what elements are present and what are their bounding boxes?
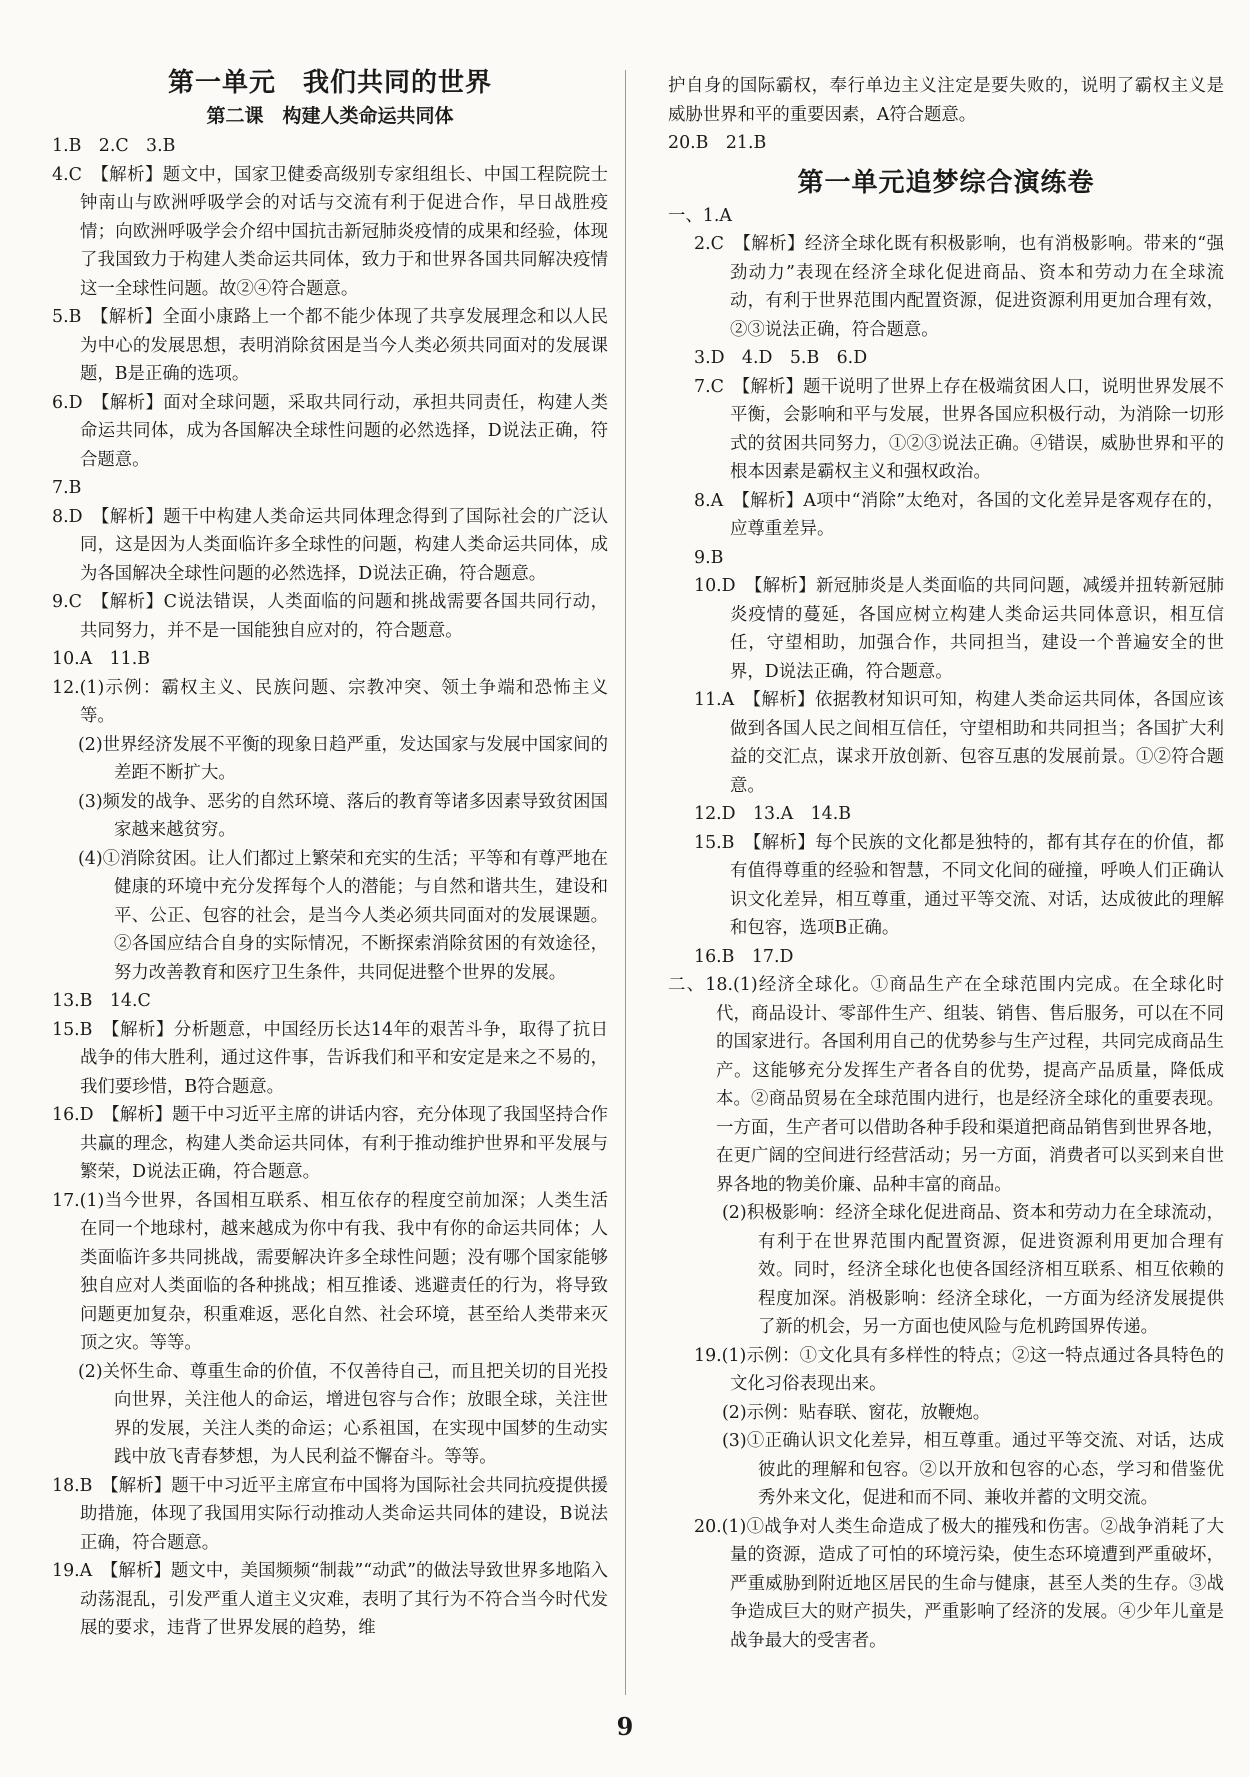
answer-item: 2.C 【解析】经济全球化既有积极影响，也有消极影响。带来的“强劲动力”表现在经济全球化促进商品、资本和劳动力在全球流动，有利于世界范围内配置资源，促进资源利用更加合理有效，②③说法正确，符合题意。 xyxy=(694,234,1224,340)
answer-item: 二、18.(1)经济全球化。①商品生产在全球范围内完成。在全球化时代，商品设计、零部件生产、组装、销售、售后服务，可以在不同的国家进行。各国利用自己的优势参与生产过程，共同完成商品生产。这能够充分发挥生产者各自的优势，提高产品质量，降低成本。②商品贸易在全球范围内进行，也是经济全球化的重要表现。一方面，生产者可以借助各种手段和渠道把商品销售到世界各地，在更广阔的空间进行经营活动；另一方面，消费者可以买到来自世界各地的物美价廉、品种丰富的商品。 xyxy=(668,975,1224,1195)
left-column xyxy=(52,64,608,1643)
answer-item: 18.B 【解析】题干中习近平主席宣布中国将为国际社会共同抗疫提供援助措施，体现了我国用实际行动推动人类命运共同体的建设，B说法正确，符合题意。 xyxy=(52,1475,608,1553)
answer-item: 11.A 【解析】依据教材知识可知，构建人类命运共同体，各国应该做到各国人民之间相互信任，守望相助和共同担当；各国扩大利益的交汇点，谋求开放创新、包容互惠的发展前景。①②符合题意。 xyxy=(694,690,1224,796)
answer-item: 20.B 21.B xyxy=(668,133,767,153)
answer-item: 护自身的国际霸权，奉行单边主义注定是要失败的，说明了霸权主义是威胁世界和平的重要因素，A符合题意。 xyxy=(668,76,1224,125)
answer-item: 17.(1)当今世界，各国相互联系、相互依存的程度空前加深；人类生活在同一个地球村，越来越成为你中有我、我中有你的命运共同体；人类面临许多共同挑战，需要解决许多全球性问题；没有哪个国家能够独自应对人类面临的各种挑战；相互推诿、逃避责任的行为，将导致问题更加复杂，积重难返，恶化自然、社会环境，甚至给人类带来灭顶之灾。等等。 xyxy=(52,1190,608,1353)
answer-item: 16.D 【解析】题干中习近平主席的讲话内容，充分体现了我国坚持合作共赢的理念，构建人类命运共同体，有利于推动维护世界和平发展与繁荣，D说法正确，符合题意。 xyxy=(52,1105,608,1182)
answer-item: (2)世界经济发展不平衡的现象日趋严重，发达国家与发展中国家间的差距不断扩大。 xyxy=(78,734,608,783)
answer-item: (2)关怀生命、尊重生命的价值，不仅善待自己，而且把关切的目光投向世界，关注他人的命运，增进包容与合作；放眼全球，关注世界的发展，关注人类的命运；心系祖国，在实现中国梦的生动实践中放飞青春梦想，为人民利益不懈奋斗。等等。 xyxy=(78,1361,608,1467)
unit-title: 第一单元 我们共同的世界 xyxy=(167,68,492,98)
answer-item: 9.C 【解析】C说法错误，人类面临的问题和挑战需要各国共同行动，共同努力，并不是一国能独自应对的，符合题意。 xyxy=(52,592,608,641)
answer-item: 16.B 17.D xyxy=(694,946,794,967)
right-lead-answers xyxy=(668,72,1224,158)
answer-item: 9.B xyxy=(694,547,724,568)
answer-item: 12.(1)示例：霸权主义、民族问题、宗教冲突、领土争端和恐怖主义等。 xyxy=(52,677,608,726)
answer-item: 8.D 【解析】题干中构建人类命运共同体理念得到了国际社会的广泛认同，这是因为人类面临许多全球性的问题，构建人类命运共同体，成为各国解决全球性问题的必然选择，D说法正确，符合题意。 xyxy=(52,506,608,584)
answer-item: 10.D 【解析】新冠肺炎是人类面临的共同问题，减缓并扭转新冠肺炎疫情的蔓延，各国应树立构建人类命运共同体意识，相互信任，守望相助，加强合作，共同担当，建设一个普遍安全的世界，D说法正确，符合题意。 xyxy=(694,576,1224,682)
answer-item: 8.A 【解析】A项中“消除”太绝对，各国的文化差异是客观存在的，应尊重差异。 xyxy=(694,490,1224,539)
answer-item: (3)①正确认识文化差异，相互尊重。通过平等交流、对话，达成彼此的理解和包容。②以开放和包容的心态，学习和借鉴优秀外来文化，促进和而不同、兼收并蓄的文明交流。 xyxy=(722,1431,1224,1508)
right-column xyxy=(668,72,1224,1655)
answer-item: 19.(1)示例：①文化具有多样性的特点；②这一特点通过各具特色的文化习俗表现出来。 xyxy=(694,1345,1224,1394)
answer-item: 6.D 【解析】面对全球问题，采取共同行动，承担共同责任，构建人类命运共同体，成为各国解决全球性问题的必然选择，D说法正确，符合题意。 xyxy=(52,392,608,470)
right-answer-list xyxy=(668,202,1224,1656)
answer-item: (4)①消除贫困。让人们都过上繁荣和充实的生活；平等和有尊严地在健康的环境中充分发挥每个人的潜能；与自然和谐共生，建设和平、公正、包容的社会，是当今人类必须共同面对的发展课题。②各国应结合自身的实际情况，不断探索消除贫困的有效途径，努力改善教育和医疗卫生条件，共同促进整个世界的发展。 xyxy=(78,848,608,983)
answer-item: 20.(1)①战争对人类生命造成了极大的摧残和伤害。②战争消耗了大量的资源，造成了可怕的环境污染，使生态环境遭到严重破坏，严重威胁到附近地区居民的生命与健康，甚至人类的生存。③战争造成巨大的财产损失，严重影响了经济的发展。④少年儿童是战争最大的受害者。 xyxy=(694,1516,1224,1651)
answer-item: 7.B xyxy=(52,478,82,498)
answer-item: 7.C 【解析】题干说明了世界上存在极端贫困人口，说明世界发展不平衡，会影响和平与发展，世界各国应积极行动，为消除一切形式的贫困共同努力，①②③说法正确。④错误，威胁世界和平的根本因素是霸权主义和强权政治。 xyxy=(694,376,1224,482)
answer-item: 3.D 4.D 5.B 6.D xyxy=(694,348,868,368)
answer-item: 15.B 【解析】分析题意，中国经历长达14年的艰苦斗争，取得了抗日战争的伟大胜利，通过这件事，告诉我们和平和安定是来之不易的，我们要珍惜，B符合题意。 xyxy=(52,1019,608,1097)
answer-item: 12.D 13.A 14.B xyxy=(694,804,852,824)
column-divider xyxy=(625,70,626,1695)
answer-item: 15.B 【解析】每个民族的文化都是独特的，都有其存在的价值，都有值得尊重的经验和智慧，不同文化间的碰撞，呼唤人们正确认识文化差异，相互尊重，通过平等交流、对话，达成彼此的理解和包容，选项B正确。 xyxy=(694,832,1224,938)
left-answer-list xyxy=(52,132,608,1643)
answer-item: 5.B 【解析】全面小康路上一个都不能少体现了共享发展理念和以人民为中心的发展思想，表明消除贫困是当今人类必须共同面对的发展课题，B是正确的选项。 xyxy=(52,307,608,384)
exam-title: 第一单元追梦综合演练卷 xyxy=(797,167,1095,198)
answer-item: (2)积极影响：经济全球化促进商品、资本和劳动力在全球流动，有利于在世界范围内配置资源，促进资源利用更加合理有效。同时，经济全球化也使各国经济相互联系、相互依赖的程度加深。消极影响：经济全球化，一方面为经济发展提供了新的机会，另一方面也使风险与危机跨国界传递。 xyxy=(722,1203,1224,1337)
page-number: 9 xyxy=(616,1712,634,1741)
answer-item: (2)示例：贴春联、窗花，放鞭炮。 xyxy=(722,1402,991,1423)
answer-item: 一、1.A xyxy=(668,205,732,226)
answer-item: 19.A 【解析】题文中，美国频频“制裁”“动武”的做法导致世界多地陷入动荡混乱，引发严重人道主义灾难，表明了其行为不符合当今时代发展的要求，违背了世界发展的趋势，维 xyxy=(52,1561,608,1638)
answer-item: 13.B 14.C xyxy=(52,991,151,1011)
answer-item: 4.C 【解析】题文中，国家卫健委高级别专家组组长、中国工程院院士钟南山与欧洲呼吸学会的对话与交流有利于促进合作，早日战胜疫情；向欧洲呼吸学会介绍中国抗击新冠肺炎疫情的成果和经验，体现了我国致力于构建人类命运共同体，致力于和世界各国共同解决疫情这一全球性问题。故②④符合题意。 xyxy=(52,164,608,299)
answer-item: 10.A 11.B xyxy=(52,649,151,669)
lesson-title: 第二课 构建人类命运共同体 xyxy=(206,105,454,127)
answer-item: 1.B 2.C 3.B xyxy=(52,136,176,156)
answer-item: (3)频发的战争、恶劣的自然环境、落后的教育等诸多因素导致贫困国家越来越贫穷。 xyxy=(78,791,608,840)
